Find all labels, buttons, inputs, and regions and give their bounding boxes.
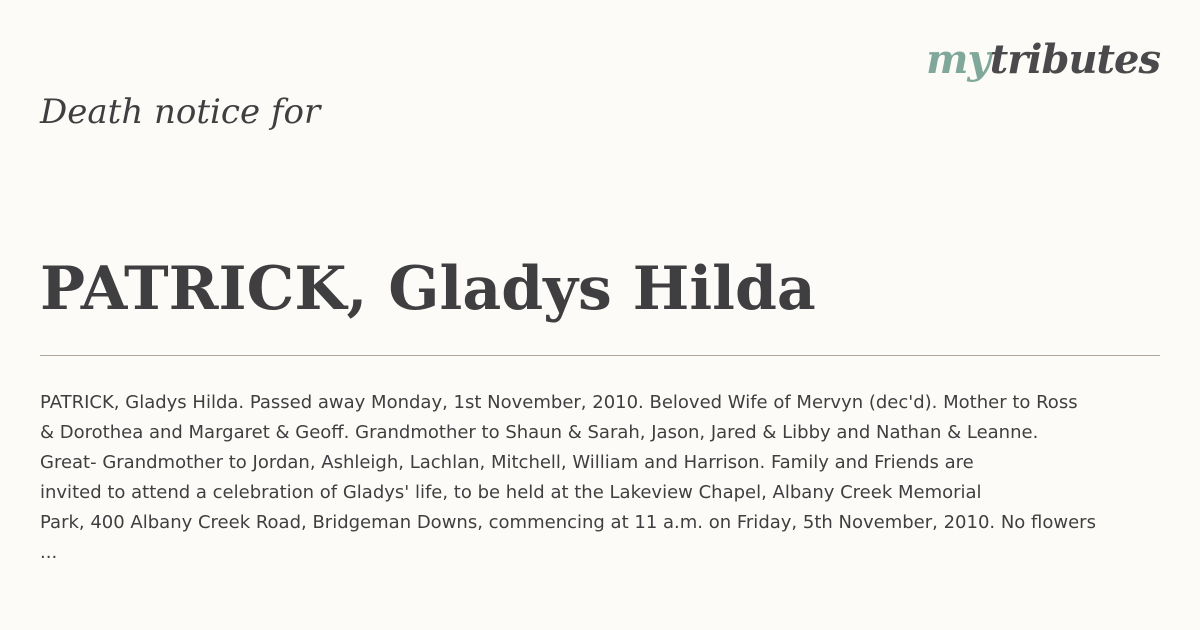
deceased-name: PATRICK, Gladys Hilda	[40, 254, 816, 325]
notice-line: Great- Grandmother to Jordan, Ashleigh, Lachlan, Mitchell, William and Harrison. Family and Friends are	[40, 452, 974, 473]
death-notice-label: Death notice for	[40, 92, 321, 132]
divider	[40, 355, 1160, 356]
notice-ellipsis: ...	[40, 542, 58, 563]
notice-line: Park, 400 Albany Creek Road, Bridgeman Downs, commencing at 11 a.m. on Friday, 5th November, 2010. No flowers	[40, 512, 1096, 533]
notice-line: PATRICK, Gladys Hilda. Passed away Monday, 1st November, 2010. Beloved Wife of Mervyn (dec'd). Mother to Ross	[40, 392, 1078, 413]
notice-line: & Dorothea and Margaret & Geoff. Grandmother to Shaun & Sarah, Jason, Jared & Libby and Nathan & Leanne.	[40, 422, 1039, 443]
mytributes-logo[interactable]	[926, 36, 1160, 84]
logo-my-text: my	[926, 36, 990, 83]
notice-text	[40, 388, 1175, 568]
notice-line: invited to attend a celebration of Gladys' life, to be held at the Lakeview Chapel, Albany Creek Memorial	[40, 482, 982, 503]
logo-tributes-text: tributes	[989, 36, 1160, 83]
